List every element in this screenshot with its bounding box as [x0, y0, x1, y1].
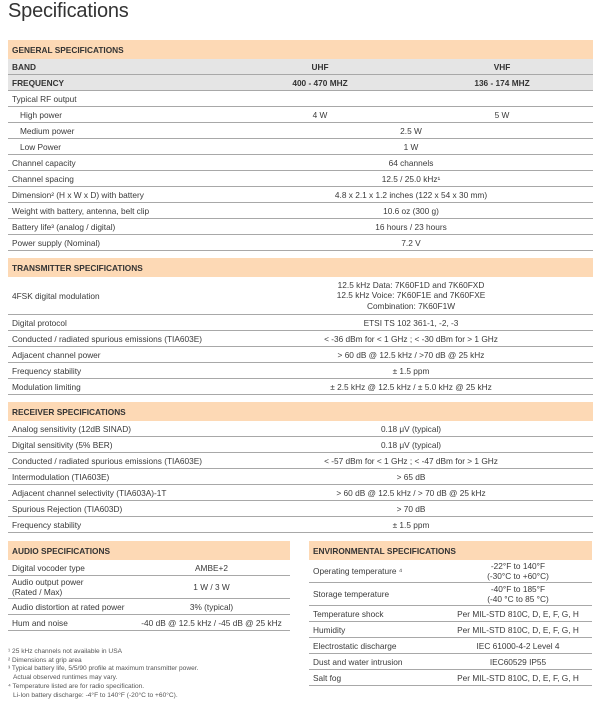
band-vhf: VHF [411, 59, 593, 75]
distortion-value: 3% (typical) [133, 599, 290, 615]
spec-label: Dust and water intrusion [309, 654, 444, 670]
spec-label: Adjacent channel selectivity (TIA603A)-1T [8, 485, 229, 501]
frequency-label: FREQUENCY [8, 75, 229, 91]
spec-label: Battery life³ (analog / digital) [8, 219, 229, 235]
section-heading: GENERAL SPECIFICATIONS [8, 40, 593, 59]
spec-value: IEC60529 IP55 [444, 654, 592, 670]
hum-value: -40 dB @ 12.5 kHz / -45 dB @ 25 kHz [133, 615, 290, 631]
modulation-value [229, 277, 593, 315]
frequency-vhf: 136 - 174 MHZ [411, 75, 593, 91]
spec-label: Electrostatic discharge [309, 638, 444, 654]
low-power-value: 1 W [229, 139, 593, 155]
spec-label: Frequency stability [8, 363, 229, 379]
footnote: Li-Ion battery discharge: -4°F to 140°F (-20°C to +60°C). [13, 691, 178, 699]
vocoder-label: Digital vocoder type [8, 560, 133, 576]
temp-line: -22°F to 140°F [490, 560, 546, 571]
spec-label: Adjacent channel power [8, 347, 229, 363]
footnote: ² Dimensions at grip area [8, 656, 82, 664]
spec-value: > 60 dB @ 12.5 kHz / >70 dB @ 25 kHz [229, 347, 593, 363]
spec-value: 0.18 μV (typical) [229, 421, 593, 437]
spec-label: Power supply (Nominal) [8, 235, 229, 251]
rf-output-label: Typical RF output [8, 91, 593, 107]
general-specifications-table [8, 40, 593, 251]
spec-value: 16 hours / 23 hours [229, 219, 593, 235]
hum-label: Hum and noise [8, 615, 133, 631]
transmitter-specifications-table [8, 258, 593, 395]
modulation-line: 12.5 kHz Data: 7K60F1D and 7K60FXD [337, 279, 485, 290]
spec-value: Per MIL-STD 810C, D, E, F, G, H [444, 622, 592, 638]
spec-label: Humidity [309, 622, 444, 638]
temp-line: (-30°C to +60°C) [487, 571, 549, 581]
spec-value: ± 1.5 ppm [229, 363, 593, 379]
footnote: ⁴ Temperature listed are for radio specification. [8, 682, 145, 690]
footnote: ¹ 25 kHz channels not available in USA [8, 648, 122, 655]
spec-label: Frequency stability [8, 517, 229, 533]
spec-value: < -57 dBm for < 1 GHz ; < -47 dBm for > 1 GHz [229, 453, 593, 469]
spec-value: ± 2.5 kHz @ 12.5 kHz / ± 5.0 kHz @ 25 kHz [229, 379, 593, 395]
high-power-uhf: 4 W [229, 107, 411, 123]
modulation-label: 4FSK digital modulation [8, 277, 229, 315]
medium-power-value: 2.5 W [229, 123, 593, 139]
spec-value: < -36 dBm for < 1 GHz ; < -30 dBm for > 1 GHz [229, 331, 593, 347]
spec-value: 4.8 x 2.1 x 1.2 inches (122 x 54 x 30 mm) [229, 187, 593, 203]
distortion-label: Audio distortion at rated power [8, 599, 133, 615]
audio-output-label-line: Audio output power [12, 576, 84, 587]
environmental-specifications-table [309, 541, 592, 686]
footnote: Actual observed runtimes may vary. [13, 674, 118, 682]
section-heading: TRANSMITTER SPECIFICATIONS [8, 258, 593, 277]
spec-label: Dimension² (H x W x D) with battery [8, 187, 229, 203]
spec-label: Analog sensitivity (12dB SINAD) [8, 421, 229, 437]
vocoder-value: AMBE+2 [133, 560, 290, 576]
section-heading: RECEIVER SPECIFICATIONS [8, 402, 593, 421]
modulation-line: Combination: 7K60F1W [366, 300, 456, 311]
spec-label: Spurious Rejection (TIA603D) [8, 501, 229, 517]
spec-label: Salt fog [309, 670, 444, 686]
spec-label: Intermodulation (TIA603E) [8, 469, 229, 485]
spec-label: Conducted / radiated spurious emissions (TIA603E) [8, 453, 229, 469]
band-label: BAND [8, 59, 229, 75]
high-power-vhf: 5 W [411, 107, 593, 123]
spec-value: Per MIL-STD 810C, D, E, F, G, H [444, 670, 592, 686]
receiver-specifications-table [8, 402, 593, 533]
spec-value: 10.6 oz (300 g) [229, 203, 593, 219]
audio-specifications-table [8, 541, 290, 631]
spec-label: Temperature shock [309, 606, 444, 622]
page-title: Specifications [8, 0, 129, 22]
frequency-uhf: 400 - 470 MHZ [229, 75, 411, 91]
temp-line: (-40 °C to 85 °C) [487, 594, 549, 604]
spec-value: ± 1.5 ppm [229, 517, 593, 533]
spec-label: Channel spacing [8, 171, 229, 187]
storage-temp-label: Storage temperature [309, 583, 444, 606]
spec-value: IEC 61000-4-2 Level 4 [444, 638, 592, 654]
spec-value: Per MIL-STD 810C, D, E, F, G, H [444, 606, 592, 622]
storage-temp-value [444, 583, 592, 606]
spec-value: 0.18 μV (typical) [229, 437, 593, 453]
modulation-line: 12.5 kHz Voice: 7K60F1E and 7K60FXE [336, 290, 486, 301]
spec-value: 7.2 V [229, 235, 593, 251]
section-heading: ENVIRONMENTAL SPECIFICATIONS [309, 541, 592, 560]
operating-temp-value [444, 560, 592, 583]
footnotes [8, 648, 198, 700]
spec-value: > 60 dB @ 12.5 kHz / > 70 dB @ 25 kHz [229, 485, 593, 501]
medium-power-label: Medium power [8, 123, 229, 139]
low-power-label: Low Power [8, 139, 229, 155]
spec-value: 64 channels [229, 155, 593, 171]
band-uhf: UHF [229, 59, 411, 75]
spec-label: Channel capacity [8, 155, 229, 171]
operating-temp-label: Operating temperature ⁴ [309, 560, 444, 583]
temp-line: -40°F to 185°F [490, 583, 546, 594]
spec-label: Weight with battery, antenna, belt clip [8, 203, 229, 219]
footnote: ³ Typical battery life, 5/5/90 profile at maximum transmitter power. [8, 665, 199, 673]
section-heading: AUDIO SPECIFICATIONS [8, 541, 290, 560]
high-power-label: High power [8, 107, 229, 123]
spec-value: ETSI TS 102 361-1, -2, -3 [229, 315, 593, 331]
audio-output-label [8, 576, 133, 599]
spec-value: > 65 dB [229, 469, 593, 485]
audio-output-value: 1 W / 3 W [133, 576, 290, 599]
spec-label: Conducted / radiated spurious emissions (TIA603E) [8, 331, 229, 347]
spec-label: Digital sensitivity (5% BER) [8, 437, 229, 453]
spec-label: Modulation limiting [8, 379, 229, 395]
spec-value: > 70 dB [229, 501, 593, 517]
spec-label: Digital protocol [8, 315, 229, 331]
audio-output-label-line: (Rated / Max) [12, 587, 63, 597]
spec-value: 12.5 / 25.0 kHz¹ [229, 171, 593, 187]
